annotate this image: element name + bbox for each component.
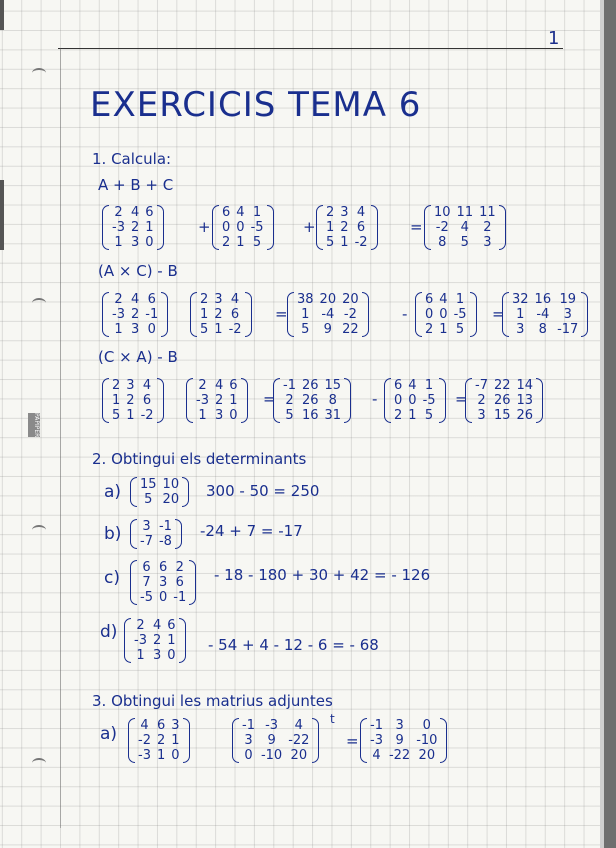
matrix-a [186, 378, 248, 423]
left-bracket [128, 718, 135, 763]
matrix-cell: 22 [342, 322, 359, 337]
matrix-cell: 15 [493, 408, 511, 423]
matrix-cell: 2 [114, 205, 123, 220]
matrix-cell: 5 [455, 322, 465, 337]
matrix-cell: 2 [130, 220, 140, 235]
matrix-cell: 1 [145, 220, 154, 235]
matrix-cell: 9 [323, 322, 332, 337]
matrix-cell: 5 [200, 322, 209, 337]
matrix-cell: 9 [395, 733, 404, 748]
equals-sign: = [275, 305, 288, 323]
matrix-cell: -1 [370, 718, 383, 733]
left-bracket [212, 205, 219, 250]
right-bracket [157, 205, 164, 250]
matrix-cell: 20 [290, 748, 308, 763]
matrix-cell: 0 [244, 748, 253, 763]
matrix-cell: -10 [260, 748, 283, 763]
left-bracket [316, 205, 323, 250]
matrix-cell: 31 [324, 408, 342, 423]
matrix-cell: 6 [230, 307, 240, 322]
determinant-result-b: -24 + 7 = -17 [200, 522, 303, 540]
plus-sign: + [198, 218, 211, 236]
punch-hole [32, 298, 46, 308]
matrix-a [102, 205, 164, 250]
left-bracket [360, 718, 367, 763]
matrix-cell: -1 [158, 519, 172, 534]
right-bracket [312, 718, 319, 763]
matrix-cell: 22 [493, 378, 511, 393]
matrix-cell: -7 [475, 378, 488, 393]
cofactor-matrix [232, 718, 319, 763]
matrix-cell: 19 [559, 292, 576, 307]
side-sticker: PAPIPER [28, 413, 40, 437]
matrix-cell: 4 [408, 378, 417, 393]
determinant-matrix-a [130, 477, 189, 507]
left-bracket [502, 292, 509, 337]
expression-2: (A × C) - B [98, 262, 178, 280]
left-bracket [415, 292, 422, 337]
matrix-cell: 5 [301, 322, 310, 337]
matrix-cell: 1 [516, 307, 525, 322]
matrix-cell: 0 [408, 393, 417, 408]
matrix-cell: -2 [138, 733, 151, 748]
left-bracket [190, 292, 197, 337]
matrix-cell: -22 [388, 748, 411, 763]
matrix-cell: 4 [236, 205, 245, 220]
left-bracket [287, 292, 294, 337]
matrix-result-1 [424, 205, 506, 250]
matrix-cell: 2 [394, 408, 403, 423]
right-bracket [157, 378, 164, 423]
left-bracket [273, 378, 280, 423]
matrix-cell: -3 [265, 718, 279, 733]
right-bracket [470, 292, 477, 337]
matrix-cell: 6 [158, 560, 168, 575]
determinant-matrix-b [130, 519, 182, 549]
right-bracket [362, 292, 369, 337]
matrix-cell: -1 [242, 718, 255, 733]
matrix-cell: 4 [130, 292, 140, 307]
matrix-cell: 1 [126, 408, 135, 423]
matrix-cell: 14 [516, 378, 534, 393]
matrix-cell: -10 [416, 733, 438, 748]
binder-mark [0, 180, 4, 250]
matrix-cell: 1 [112, 393, 121, 408]
left-bracket [232, 718, 239, 763]
matrix-cell: 6 [145, 205, 154, 220]
matrix-cell: 2 [285, 393, 294, 408]
matrix-cell: 0 [145, 235, 154, 250]
matrix-cell: 1 [198, 408, 207, 423]
matrix-cell: -3 [370, 733, 383, 748]
page-shadow [604, 0, 616, 848]
matrix-cell: 1 [439, 322, 448, 337]
matrix-cell: 2 [198, 378, 207, 393]
matrix-cell: 1 [408, 408, 417, 423]
matrix-cell: 7 [142, 575, 151, 590]
equals-sign: = [410, 218, 423, 236]
matrix-cell: 2 [156, 733, 166, 748]
matrix-cell: -5 [453, 307, 467, 322]
matrix-cell: 0 [439, 307, 448, 322]
matrix-cell: 2 [222, 235, 231, 250]
matrix-cell: 2 [114, 292, 123, 307]
section-heading-1: 1. Calcula: [92, 150, 172, 168]
page-number: 1 [548, 28, 560, 49]
matrix-cell: 1 [171, 733, 180, 748]
matrix-cell: 3 [395, 718, 404, 733]
left-bracket [130, 519, 137, 549]
matrix-cell: 38 [297, 292, 314, 307]
matrix-cell: 3 [244, 733, 253, 748]
matrix-cell: 8 [538, 322, 547, 337]
matrix-cell: 1 [229, 393, 238, 408]
matrix-cell: 20 [418, 748, 436, 763]
right-bracket [161, 292, 168, 337]
right-bracket [189, 560, 196, 605]
matrix-cell: 4 [142, 378, 152, 393]
matrix-cell: 5 [424, 408, 434, 423]
right-bracket [371, 205, 378, 250]
matrix-cell: 15 [140, 477, 157, 492]
matrix-cell: 13 [516, 393, 534, 408]
matrix-cell: 1 [252, 205, 262, 220]
determinant-matrix-d [124, 618, 186, 663]
matrix-cell: 6 [175, 575, 184, 590]
matrix-cell: 2 [214, 393, 224, 408]
right-bracket [182, 477, 189, 507]
matrix-b [415, 292, 477, 337]
determinant-matrix-c [130, 560, 196, 605]
matrix-cell: 26 [301, 393, 319, 408]
matrix-cell: 0 [229, 408, 238, 423]
matrix-cell: 0 [167, 648, 176, 663]
matrix-cell: 2 [136, 618, 145, 633]
matrix-cell: 5 [252, 235, 262, 250]
right-bracket [499, 205, 506, 250]
page-title: EXERCICIS TEMA 6 [90, 85, 422, 125]
matrix-cell: 3 [142, 519, 151, 534]
matrix-cell: 3 [130, 322, 140, 337]
left-bracket [102, 205, 109, 250]
matrix-cell: -3 [196, 393, 209, 408]
left-bracket [130, 477, 137, 507]
equals-sign: = [455, 390, 468, 408]
matrix-cell: -17 [557, 322, 579, 337]
matrix-cell: 2 [477, 393, 486, 408]
matrix-cell: 0 [158, 590, 168, 605]
matrix-cell: 3 [126, 378, 135, 393]
matrix-cell: -4 [321, 307, 335, 322]
matrix-cell: 2 [112, 378, 121, 393]
matrix-cell: 2 [200, 292, 209, 307]
matrix-cell: 6 [142, 560, 151, 575]
matrix-cell: -2 [435, 220, 449, 235]
matrix-cell: -22 [288, 733, 310, 748]
matrix-cell: 4 [214, 378, 224, 393]
matrix-cell: 6 [156, 718, 166, 733]
right-bracket [245, 292, 252, 337]
left-bracket [384, 378, 391, 423]
matrix-cell: 2 [126, 393, 135, 408]
left-bracket [124, 618, 131, 663]
matrix-cell: -1 [283, 378, 296, 393]
matrix-cell: 2 [130, 307, 140, 322]
matrix-original [128, 718, 190, 763]
matrix-cell: 5 [285, 408, 294, 423]
section-heading-3: 3. Obtingui les matrius adjuntes [92, 692, 333, 710]
matrix-cell: -3 [112, 307, 125, 322]
punch-hole [32, 758, 46, 768]
matrix-cell: -3 [138, 748, 151, 763]
matrix-cell: 5 [326, 235, 335, 250]
matrix-cell: 26 [516, 408, 534, 423]
matrix-cell: -2 [228, 322, 242, 337]
matrix-cell: 6 [222, 205, 231, 220]
determinant-result-d: - 54 + 4 - 12 - 6 = - 68 [208, 636, 379, 654]
matrix-cell: 6 [147, 292, 156, 307]
right-bracket [267, 205, 274, 250]
matrix-cell: 9 [267, 733, 276, 748]
matrix-cell: 4 [372, 748, 381, 763]
matrix-cell: 2 [425, 322, 434, 337]
matrix-cell: 0 [236, 220, 245, 235]
plus-sign: + [303, 218, 316, 236]
matrix-cell: 3 [130, 235, 140, 250]
matrix-cell: 1 [236, 235, 245, 250]
matrix-c [316, 205, 378, 250]
matrix-cell: 11 [456, 205, 474, 220]
matrix-cell: 1 [200, 307, 209, 322]
matrix-cell: 3 [516, 322, 525, 337]
matrix-cell: 1 [114, 322, 123, 337]
matrix-c [190, 292, 252, 337]
left-bracket [424, 205, 431, 250]
matrix-a [102, 292, 168, 337]
matrix-cell: 1 [156, 748, 166, 763]
matrix-cell: 4 [356, 205, 366, 220]
matrix-cell: -2 [343, 307, 357, 322]
matrix-cell: 2 [483, 220, 492, 235]
section-heading-2: 2. Obtingui els determinants [92, 450, 307, 468]
binder-mark-top [0, 0, 4, 30]
matrix-cell: 1 [424, 378, 434, 393]
left-bracket [465, 378, 472, 423]
matrix-cell: 10 [434, 205, 451, 220]
right-bracket [179, 618, 186, 663]
matrix-cell: 2 [214, 307, 223, 322]
matrix-cell: 6 [425, 292, 434, 307]
matrix-cell: 3 [171, 718, 180, 733]
matrix-cell: 20 [342, 292, 359, 307]
left-bracket [186, 378, 193, 423]
matrix-cell: 10 [162, 477, 180, 492]
right-bracket [241, 378, 248, 423]
determinant-result-c: - 18 - 180 + 30 + 42 = - 126 [214, 566, 431, 584]
matrix-product [287, 292, 369, 337]
expression-3: (C × A) - B [98, 348, 178, 366]
matrix-cell: 26 [301, 378, 319, 393]
left-bracket [102, 292, 109, 337]
matrix-cell: -4 [536, 307, 550, 322]
matrix-cell: 6 [394, 378, 403, 393]
matrix-cell: 0 [171, 748, 180, 763]
matrix-cell: 1 [455, 292, 465, 307]
matrix-cell: -2 [354, 235, 368, 250]
matrix-cell: 1 [114, 235, 123, 250]
matrix-cell: 1 [214, 322, 223, 337]
matrix-cell: 2 [175, 560, 184, 575]
matrix-cell: 5 [112, 408, 121, 423]
matrix-cell: 0 [222, 220, 231, 235]
matrix-cell: 16 [301, 408, 319, 423]
left-bracket [102, 378, 109, 423]
matrix-cell: 1 [326, 220, 335, 235]
item-label: a) [104, 482, 122, 502]
matrix-cell: 0 [425, 307, 434, 322]
matrix-cell: 4 [439, 292, 448, 307]
right-bracket [581, 292, 588, 337]
matrix-cell: 5 [460, 235, 469, 250]
matrix-cell: 1 [136, 648, 145, 663]
matrix-cell: -1 [145, 307, 159, 322]
matrix-result-3 [465, 378, 543, 423]
right-bracket [440, 718, 447, 763]
matrix-cell: 4 [230, 292, 240, 307]
right-bracket [175, 519, 182, 549]
matrix-cell: 20 [162, 492, 180, 507]
right-bracket [439, 378, 446, 423]
matrix-cell: 8 [328, 393, 337, 408]
margin-rule [60, 48, 61, 828]
item-label: b) [104, 524, 122, 544]
matrix-cell: 15 [324, 378, 342, 393]
matrix-cell: 20 [319, 292, 337, 307]
matrix-cell: 2 [326, 205, 335, 220]
minus-sign: - [402, 305, 408, 323]
matrix-cell: 4 [460, 220, 469, 235]
left-bracket [130, 560, 137, 605]
punch-hole [32, 68, 46, 78]
matrix-cell: 6 [229, 378, 238, 393]
matrix-cell: -1 [173, 590, 187, 605]
matrix-cell: 8 [438, 235, 447, 250]
matrix-cell: 32 [512, 292, 529, 307]
matrix-cell: -5 [422, 393, 436, 408]
matrix-cell: -8 [158, 534, 172, 549]
matrix-cell: -3 [112, 220, 125, 235]
right-bracket [344, 378, 351, 423]
matrix-c [102, 378, 164, 423]
matrix-cell: -7 [140, 534, 153, 549]
matrix-cell: 1 [301, 307, 310, 322]
matrix-cell: 3 [477, 408, 486, 423]
matrix-cell: 16 [534, 292, 552, 307]
equals-sign: = [492, 305, 505, 323]
matrix-cell: 11 [479, 205, 496, 220]
matrix-cell: 3 [483, 235, 492, 250]
equals-sign: = [346, 732, 359, 750]
matrix-cell: -5 [140, 590, 153, 605]
matrix-cell: -2 [140, 408, 154, 423]
punch-hole [32, 525, 46, 535]
matrix-cell: 26 [493, 393, 511, 408]
matrix-cell: 2 [340, 220, 349, 235]
matrix-cell: 3 [214, 408, 224, 423]
matrix-cell: 0 [422, 718, 431, 733]
item-label: a) [100, 724, 118, 744]
equals-sign: = [263, 390, 276, 408]
matrix-cell: 6 [167, 618, 176, 633]
matrix-product [273, 378, 351, 423]
matrix-cell: 3 [158, 575, 168, 590]
matrix-cell: 0 [394, 393, 403, 408]
matrix-cell: 3 [340, 205, 349, 220]
minus-sign: - [372, 390, 378, 408]
determinant-result-a: 300 - 50 = 250 [206, 482, 320, 500]
matrix-cell: 1 [340, 235, 349, 250]
matrix-cell: -5 [250, 220, 264, 235]
matrix-cell: 3 [563, 307, 572, 322]
matrix-cell: 3 [214, 292, 223, 307]
matrix-b [384, 378, 446, 423]
right-bracket [183, 718, 190, 763]
matrix-cell: 4 [294, 718, 303, 733]
right-bracket [536, 378, 543, 423]
matrix-cell: 6 [142, 393, 152, 408]
item-label: c) [104, 568, 120, 588]
matrix-cell: 1 [167, 633, 176, 648]
matrix-cell: 2 [152, 633, 162, 648]
matrix-cell: 0 [147, 322, 156, 337]
matrix-result-2 [502, 292, 588, 337]
matrix-cell: 4 [152, 618, 162, 633]
adjoint-matrix [360, 718, 447, 763]
matrix-cell: 3 [152, 648, 162, 663]
matrix-cell: 6 [356, 220, 366, 235]
expression-1: A + B + C [98, 176, 174, 194]
matrix-b [212, 205, 274, 250]
matrix-cell: 4 [130, 205, 140, 220]
transpose-mark: t [330, 712, 335, 726]
matrix-cell: -3 [134, 633, 147, 648]
item-label: d) [100, 622, 118, 642]
matrix-cell: 5 [144, 492, 153, 507]
header-rule [58, 48, 563, 49]
matrix-cell: 4 [140, 718, 149, 733]
